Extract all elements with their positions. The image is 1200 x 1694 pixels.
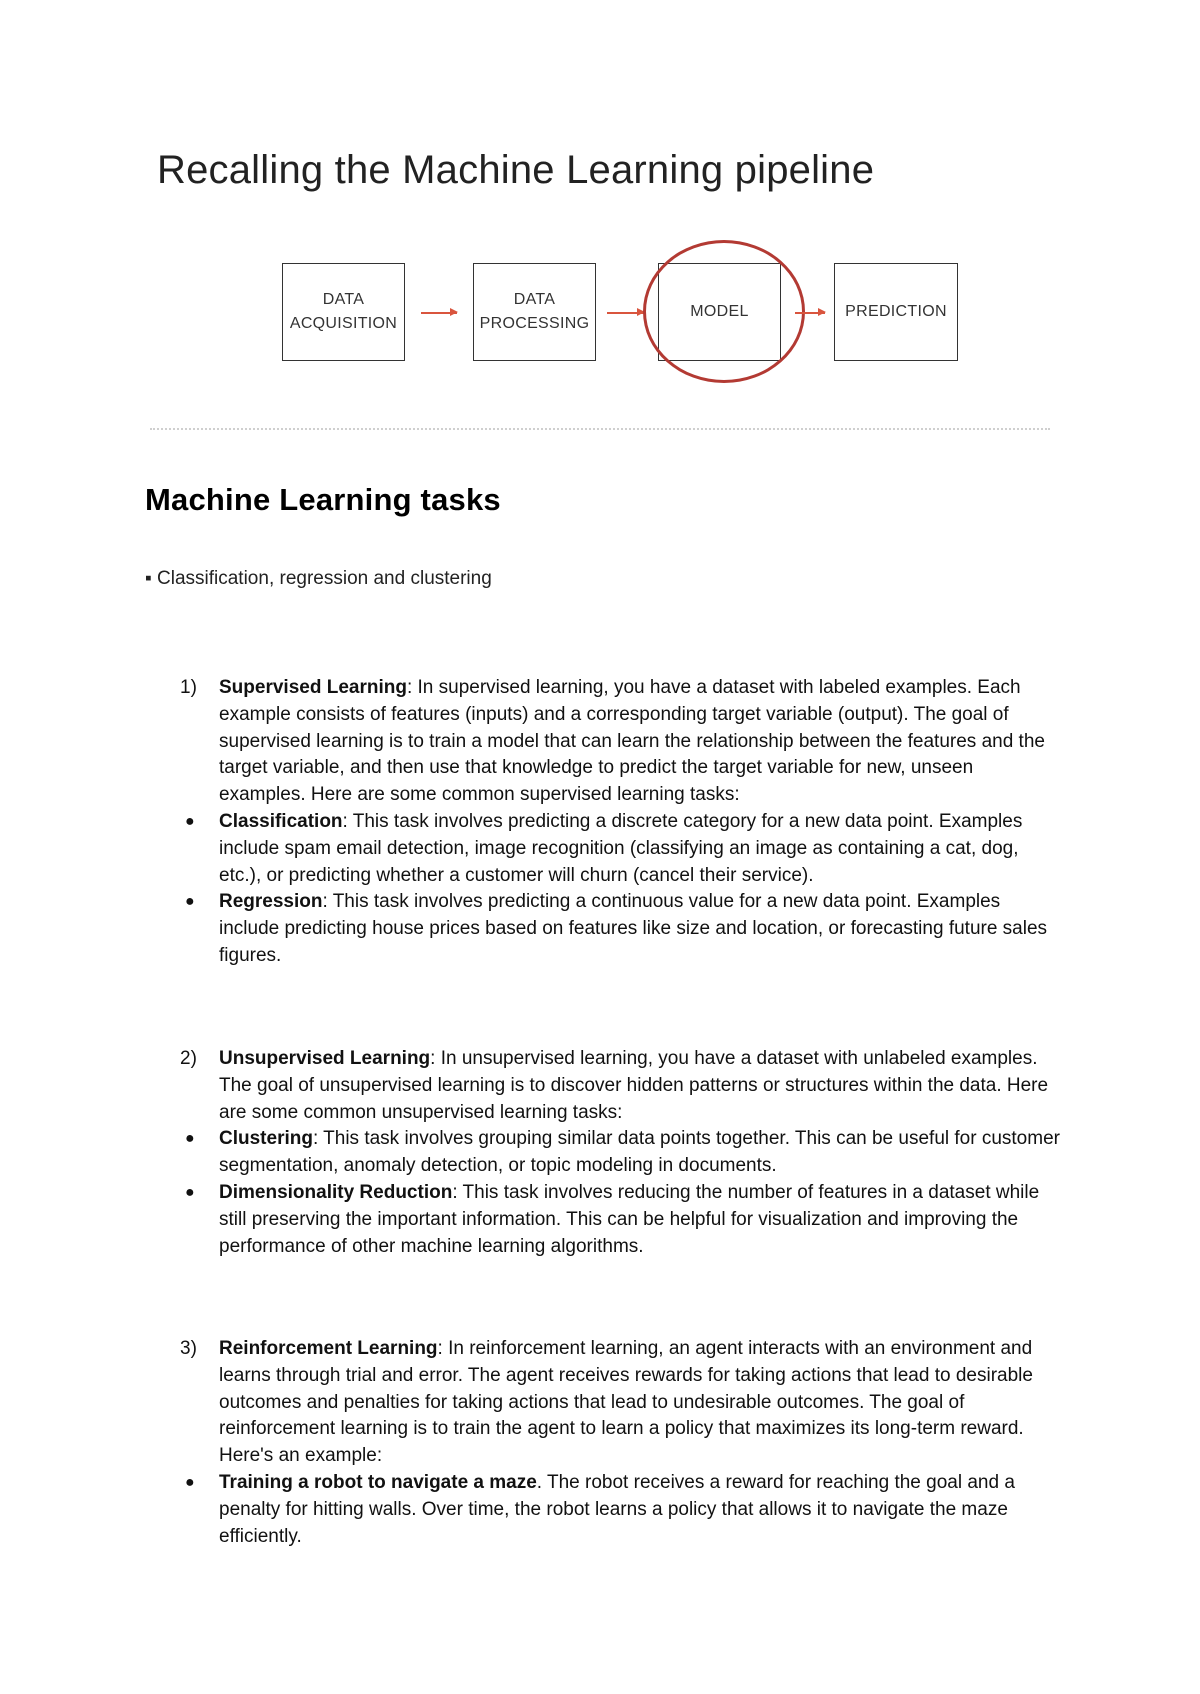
stage-label: DATA ACQUISITION	[289, 291, 398, 332]
task-section-unsupervised	[180, 1046, 1060, 1260]
bullet-item	[180, 1180, 1060, 1260]
bullet-term: Classification	[219, 810, 343, 832]
item-text: : In unsupervised learning, you have a dataset with unlabeled examples. The goal of unsupervised learning is to discover hidden patterns or structures within the data. Here are some common unsupervised learning tasks:	[219, 1048, 1049, 1123]
bullet-item	[180, 1126, 1060, 1180]
bullet-dot-icon: ●	[185, 893, 195, 911]
highlight-circle	[643, 240, 805, 383]
item-text: : In reinforcement learning, an agent interacts with an environment and learns through trial and error. The agent receives rewards for taking actions that lead to desirable outcomes and penalties for taking actions that lead to undesirable outcomes. The goal of reinforcement learning is to train the agent to learn a policy that maximizes its long-term reward. Here's an example:	[219, 1338, 1033, 1467]
arrow-right-icon	[795, 312, 825, 314]
item-term: Unsupervised Learning	[219, 1048, 431, 1069]
arrow-right-icon	[607, 312, 644, 314]
bullet-term: Training a robot to navigate a maze	[219, 1471, 537, 1493]
pipeline-stage-data-acquisition	[282, 263, 405, 361]
pipeline-stage-data-processing	[473, 263, 596, 361]
bullet-item	[180, 809, 1060, 889]
item-term: Supervised Learning	[219, 677, 407, 698]
bullet-text: : This task involves predicting a continuous value for a new data point. Examples include predicting house prices based on features like size and location, or forecasting future sales figures.	[219, 891, 1048, 966]
slide-title: Recalling the Machine Learning pipeline	[157, 148, 875, 192]
bullet-dot-icon: ●	[185, 1130, 195, 1148]
task-section-reinforcement	[180, 1336, 1060, 1550]
bullet-text: . The robot receives a reward for reaching the goal and a penalty for hitting walls. Over time, the robot learns a policy that allows it to navigate the maze efficiently.	[219, 1471, 1015, 1547]
bullet-text: : This task involves reducing the number of features in a dataset while still preserving the important information. This can be helpful for visualization and improving the performance of other machine learning algorithms.	[219, 1181, 1040, 1257]
item-text: : In supervised learning, you have a dataset with labeled examples. Each example consists of features (inputs) and a corresponding target variable (output). The goal of supervised learning is to train a model that can learn the relationship between the features and the target variable, and then use that knowledge to predict the target variable for new, unseen examples. Here are some common supervised learning tasks:	[219, 677, 1045, 806]
bullet-text: : This task involves grouping similar data points together. This can be useful for customer segmentation, anomaly detection, or topic modeling in documents.	[219, 1128, 1060, 1177]
numbered-item	[180, 675, 1060, 809]
bullet-item	[180, 889, 1060, 969]
item-term: Reinforcement Learning	[219, 1338, 438, 1359]
stage-label: DATA PROCESSING	[479, 291, 590, 332]
bullet-text: : This task involves predicting a discrete category for a new data point. Examples include spam email detection, image recognition (classifying an image as containing a cat, dog, etc.), or predicting whether a customer will churn (cancel their service).	[219, 810, 1023, 886]
item-number: 2)	[180, 1048, 197, 1069]
crop-edge-divider	[150, 428, 1050, 433]
bullet-term: Clustering	[219, 1128, 313, 1150]
numbered-item	[180, 1046, 1060, 1126]
bullet-dot-icon: ●	[185, 1183, 195, 1201]
pipeline-stage-prediction	[834, 263, 958, 361]
bullet-term: Regression	[219, 891, 323, 913]
bullet-term: Dimensionality Reduction	[219, 1181, 453, 1203]
bullet-item	[180, 1470, 1060, 1550]
numbered-item	[180, 1336, 1060, 1470]
arrow-right-icon	[421, 312, 457, 314]
bullet-dot-icon: ●	[185, 812, 195, 830]
stage-label: PREDICTION	[845, 303, 947, 320]
stage-label: MODEL	[690, 303, 749, 320]
bullet-dot-icon: ●	[185, 1473, 195, 1491]
section-heading: Machine Learning tasks	[145, 482, 501, 517]
intro-line: ▪ Classification, regression and clustering	[145, 568, 492, 589]
item-number: 3)	[180, 1338, 197, 1359]
item-number: 1)	[180, 677, 197, 698]
task-section-supervised	[180, 675, 1060, 970]
